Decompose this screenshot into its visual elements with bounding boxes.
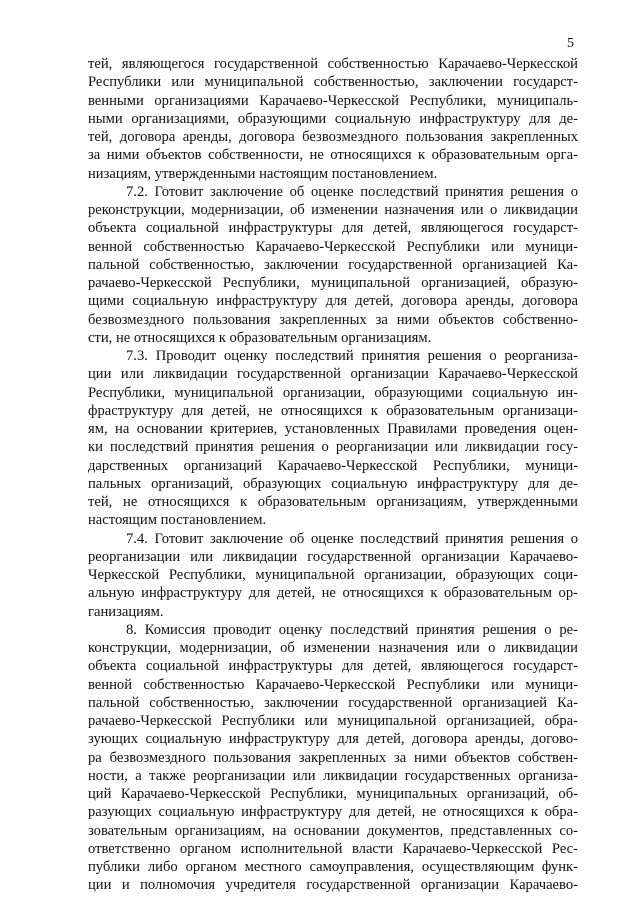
text-line: настоящим постановлением. [88, 512, 267, 529]
text-line: фраструктуру для детей, не относящихся к образовательным организаци- [88, 402, 578, 419]
text-line: тей, не относящихся к образовательным организациям, утвержденными [88, 494, 578, 510]
page-number: 5 [567, 36, 574, 51]
text-line: конструкции, модернизации, об изменении назначения или о ликвидации [88, 640, 578, 656]
text-line: публики либо органом местного самоуправления, осуществляющим функ- [88, 859, 578, 875]
text-line: дарственных организаций Карачаево-Черкесской Республики, муници- [88, 457, 578, 474]
text-line: безвозмездного пользования закрепленных за ними объектов собственно- [88, 311, 578, 328]
paragraph-7-3 [88, 347, 578, 530]
text-line: зовательным организациям, на основании документов, представленных со- [88, 822, 578, 839]
text-line: ям, на основании критериев, установленных Правилами проведения оцен- [88, 421, 578, 437]
text-line: ответственно органом исполнительной власти Карачаево-Черкесской Рес- [88, 840, 578, 857]
text-line: венной собственностью Карачаево-Черкесской Республики или муници- [88, 676, 578, 693]
text-line: ции или ликвидации государственной организации Карачаево-Черкесской [88, 366, 578, 383]
text-line: пальных организаций, образующих социальную инфраструктуру для де- [88, 475, 578, 492]
text-line: разующих социальную инфраструктуру для детей, не относящихся к обра- [88, 804, 578, 821]
paragraph-7-2 [88, 183, 578, 347]
text-line: 8. Комиссия проводит оценку последствий принятия решения о ре- [126, 621, 578, 638]
text-line: объекта социальной инфраструктуры для детей, являющегося государст- [88, 220, 578, 237]
text-line: реорганизации или ликвидации государственной организации Карачаево- [88, 548, 578, 565]
text-line: ций Карачаево-Черкесской Республики, муниципальных организаций, об- [88, 786, 578, 802]
text-line: венными организациями Карачаево-Черкесской Республики, муниципаль- [88, 92, 578, 109]
text-line: рачаево-Черкесской Республики или муниципальной организацией, обра- [88, 713, 578, 729]
text-line: 7.2. Готовит заключение об оценке последствий принятия решения о [126, 183, 578, 200]
text-line: Черкесской Республики, муниципальной организации, образующих соци- [88, 567, 578, 583]
text-line: пальной собственностью, заключении государственной организацией Ка- [88, 256, 578, 273]
text-line: щими социальную инфраструктуру для детей, договора аренды, договора [88, 293, 578, 310]
paragraph-continuation [88, 55, 578, 183]
text-line: реконструкции, модернизации, об изменении назначения или о ликвидации [88, 202, 578, 218]
paragraph-7-4 [88, 530, 578, 621]
text-line: тей, являющегося государственной собственностью Карачаево-Черкесской [88, 56, 578, 72]
text-line: низациям, утвержденными настоящим постановлением. [88, 165, 438, 182]
text-line: Республики или муниципальной собственностью, заключении государст- [88, 74, 578, 91]
text-line: ганизациям. [88, 603, 164, 620]
text-line: ции и полномочия учредителя государственной организации Карачаево- [88, 877, 578, 894]
text-line: 7.3. Проводит оценку последствий принятия решения о реорганиза- [126, 348, 578, 364]
paragraph-8 [88, 621, 578, 895]
text-line: 7.4. Готовит заключение об оценке последствий принятия решения о [126, 530, 578, 547]
text-line: рачаево-Черкесской Республики, муниципальной организацией, образую- [88, 275, 578, 291]
text-line: ными организациями, образующими социальную инфраструктуру для де- [88, 110, 578, 127]
document-body [88, 55, 578, 895]
text-line: ности, а также реорганизации или ликвидации государственных организа- [88, 767, 578, 784]
text-line: объекта социальной инфраструктуры для детей, являющегося государст- [88, 658, 578, 675]
text-line: тей, договора аренды, договора безвозмездного пользования закрепленных [88, 129, 578, 145]
text-line: венной собственностью Карачаево-Черкесской Республики или муници- [88, 238, 578, 255]
text-line: Республики, муниципальной организации, образующими социальную ин- [88, 384, 578, 401]
text-line: зующих социальную инфраструктуру для детей, договора аренды, догово- [88, 731, 578, 748]
text-line: альную инфраструктуру для детей, не относящихся к образовательным ор- [88, 585, 578, 602]
text-line: пальной собственностью, заключении государственной организацией Ка- [88, 694, 578, 711]
text-line: ки последствий принятия решения о реорганизации или ликвидации госу- [88, 439, 578, 456]
text-line: за ними объектов собственности, не относящихся к образовательным орга- [88, 147, 578, 164]
text-line: ра безвозмездного пользования закрепленных за ними объектов собствен- [88, 749, 578, 766]
text-line: сти, не относящихся к образовательным организациям. [88, 329, 432, 346]
